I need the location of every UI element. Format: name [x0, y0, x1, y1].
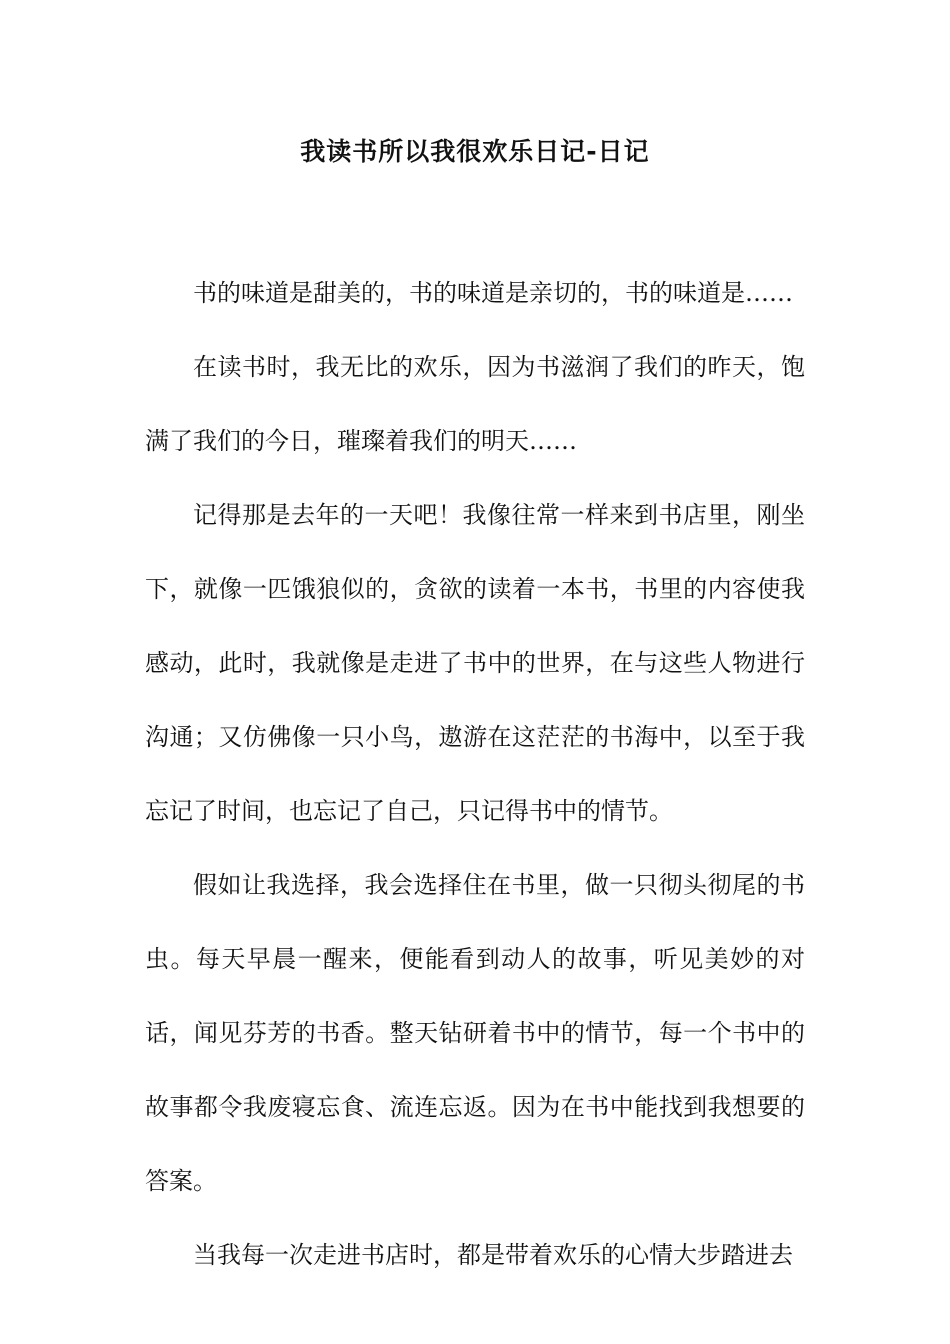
- paragraph-2: 在读书时，我无比的欢乐，因为书滋润了我们的昨天，饱满了我们的今日，璀璨着我们的明天……: [145, 353, 805, 455]
- document-title: 我读书所以我很欢乐日记-日记: [300, 137, 650, 166]
- paragraph-3: 记得那是去年的一天吧！我像往常一样来到书店里，刚坐下，就像一匹饿狼似的，贪欲的读着一本书，书里的内容使我感动，此时，我就像是走进了书中的世界，在与这些人物进行沟通；又仿佛像一只小鸟，遨游在这茫茫的书海中，以至于我忘记了时间，也忘记了自己，只记得书中的情节。: [145, 501, 805, 825]
- paragraph-4: 假如让我选择，我会选择住在书里，做一只彻头彻尾的书虫。每天早晨一醒来，便能看到动人的故事，听见美妙的对话，闻见芬芳的书香。整天钻研着书中的情节，每一个书中的故事都令我废寝忘食、流连忘返。因为在书中能找到我想要的答案。: [145, 871, 805, 1195]
- document-body: [145, 256, 805, 1292]
- paragraph-5: 当我每一次走进书店时，都是带着欢乐的心情大步踏进去: [193, 1241, 793, 1269]
- paragraph-1: 书的味道是甜美的，书的味道是亲切的，书的味道是……: [193, 279, 793, 307]
